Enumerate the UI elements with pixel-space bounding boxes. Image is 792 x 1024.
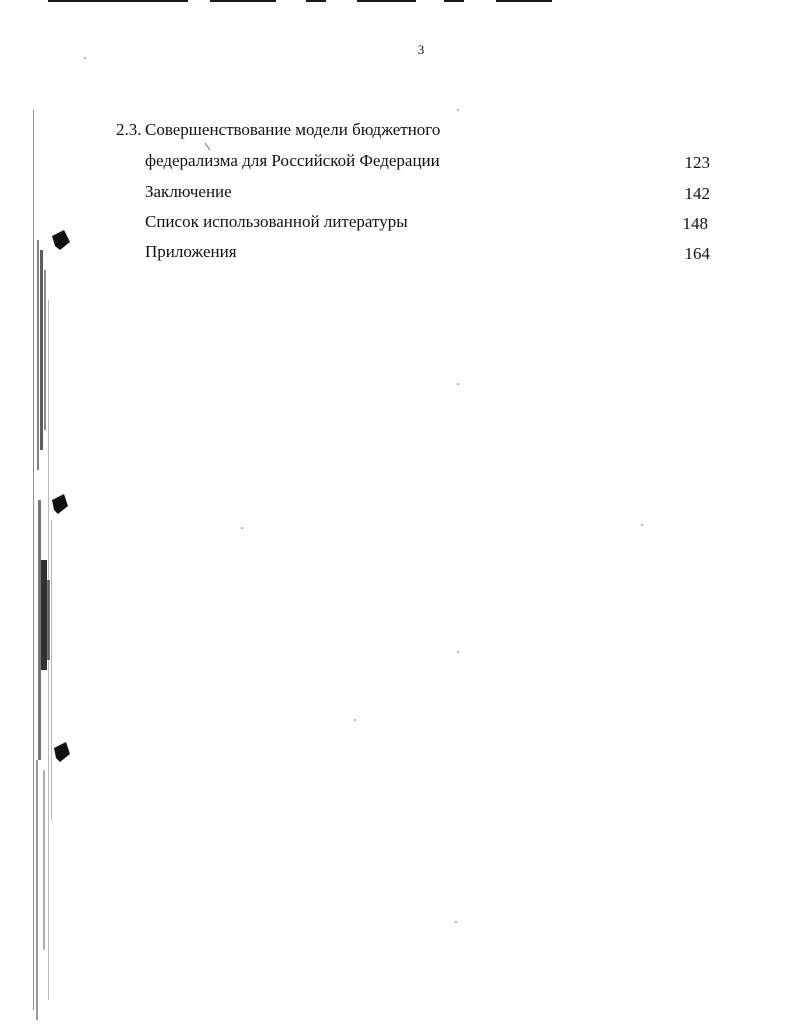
toc-entry-title: Заключение <box>145 182 232 201</box>
toc-entry-page: 148 <box>682 214 708 233</box>
left-edge-noise <box>33 110 52 1020</box>
page-number: 3 <box>417 42 425 57</box>
punch-marks <box>52 230 70 762</box>
toc-entry-title: Список использованной литературы <box>145 212 408 231</box>
toc-entry-page: 123 <box>684 153 710 172</box>
toc-entry-title-line1: Совершенствование модели бюджетного <box>145 120 441 139</box>
toc-entry-number: 2.3. <box>116 120 142 139</box>
toc-entry-title: Приложения <box>145 242 237 261</box>
toc-entry-title-line2: федерализма для Российской Федерации <box>145 151 440 170</box>
toc-entry-page: 164 <box>684 244 710 263</box>
toc-entry-page: 142 <box>684 184 710 203</box>
